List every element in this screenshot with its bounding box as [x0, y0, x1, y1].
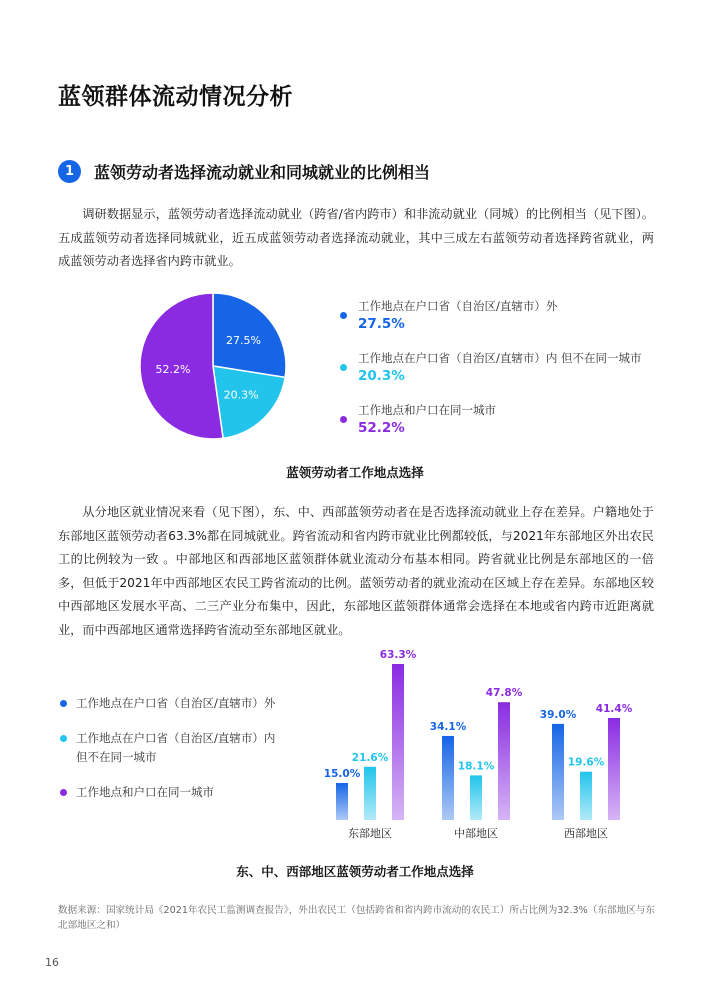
category-label: 西部地区 [564, 827, 608, 840]
bar [442, 736, 454, 820]
bar-value-label: 39.0% [539, 708, 577, 721]
bar-legend-label: 工作地点和户口在同一城市 [76, 785, 214, 799]
bar-value-label: 21.6% [351, 751, 389, 764]
legend-dot-icon [60, 789, 67, 796]
legend-dot-icon [340, 312, 347, 319]
paragraph-regional: 从分地区就业情况来看（见下图），东、中、西部蓝领劳动者在是否选择流动就业上存在差异。户籍地处于东部地区蓝领劳动者63.3%都在同城就业。跨省流动和省内跨市就业比例都较低，与2021年东部地区外出农民工的比例较为一致 。中部地区和西部地区蓝领群体就业流动分布基本相同。跨省就业比例是东部地区的一倍多，但低于2021年中西部地区农民工跨省流动的比例。蓝领劳动者的就业流动在区域上存在差异。东部地区较中西部地区发展水平高、二三产业分布集中，因此，东部地区蓝领群体通常会选择在本地或省内跨市近距离就业，而中西部地区通常选择跨省流动至东部地区就业。 [58, 505, 654, 637]
pie-slice-label: 52.2% [155, 362, 191, 376]
pie-legend-item [340, 350, 660, 402]
bar-value-label: 41.4% [595, 702, 633, 715]
bar-legend-label: 工作地点在户口省（自治区/直辖市）外 [76, 696, 276, 710]
legend-dot-icon [60, 700, 67, 707]
bar [498, 702, 510, 820]
pie-slice [213, 366, 285, 438]
pie-chart-caption: 蓝领劳动者工作地点选择 [286, 465, 424, 480]
section-title: 蓝领劳动者选择流动就业和同城就业的比例相当 [94, 162, 431, 182]
pie-legend-value: 20.3% [358, 368, 405, 384]
bar-value-label: 34.1% [429, 720, 467, 733]
category-label: 中部地区 [454, 827, 498, 840]
source-footnote: 数据来源：国家统计局《2021年农民工监测调查报告》，外出农民工（包括跨省和省内跨市流动的农民工）所占比例为32.3%（东部地区与东北部地区之和） [58, 905, 655, 931]
bar-value-label: 47.8% [485, 687, 523, 700]
legend-dot-icon [340, 364, 347, 371]
bar [364, 767, 376, 820]
bar [608, 718, 620, 820]
bar-chart-caption: 东、中、西部地区蓝领劳动者工作地点选择 [236, 864, 474, 879]
bar-legend [60, 694, 300, 818]
bar-value-label: 19.6% [567, 756, 605, 769]
pie-slice-label: 27.5% [226, 333, 262, 347]
section-number-badge: 1 [58, 160, 81, 183]
bar-value-label: 18.1% [457, 760, 495, 773]
pie-chart [138, 291, 288, 441]
paragraph-intro: 调研数据显示，蓝领劳动者选择流动就业（跨省/省内跨市）和非流动就业（同城）的比例相当（见下图）。五成蓝领劳动者选择同城就业，近五成蓝领劳动者选择流动就业，其中三成左右蓝领劳动者选择跨省就业，两成蓝领劳动者选择省内跨市就业。 [58, 207, 654, 268]
category-label: 东部地区 [348, 827, 392, 840]
bar-legend-item [60, 694, 300, 713]
legend-dot-icon [340, 416, 347, 423]
pie-legend [340, 298, 660, 454]
pie-legend-label: 工作地点在户口省（自治区/直辖市）外 [358, 299, 558, 313]
pie-slice-label: 20.3% [223, 388, 259, 402]
bar [336, 783, 348, 820]
bar [552, 724, 564, 820]
pie-legend-item [340, 298, 660, 350]
pie-legend-label: 工作地点在户口省（自治区/直辖市）内 但不在同一城市 [358, 351, 642, 365]
pie-chart-svg [138, 291, 288, 441]
legend-dot-icon [60, 735, 67, 742]
bar-value-label: 63.3% [379, 649, 417, 661]
pie-legend-label: 工作地点和户口在同一城市 [358, 403, 496, 417]
bar-legend-item [60, 783, 300, 802]
bar-legend-item [60, 729, 300, 767]
bar-legend-label: 工作地点在户口省（自治区/直辖市）内但不在同一城市 [76, 731, 276, 764]
bar [392, 664, 404, 820]
page-number: 16 [45, 956, 59, 969]
bar-chart [310, 640, 670, 850]
bar [580, 772, 592, 820]
bar-value-label: 15.0% [323, 768, 361, 781]
bar-chart-svg [310, 640, 670, 850]
section-heading [58, 157, 430, 185]
bar [470, 775, 482, 820]
pie-legend-value: 52.2% [358, 420, 405, 436]
pie-legend-value: 27.5% [358, 316, 405, 332]
page-title: 蓝领群体流动情况分析 [58, 84, 293, 110]
pie-legend-item [340, 402, 660, 454]
